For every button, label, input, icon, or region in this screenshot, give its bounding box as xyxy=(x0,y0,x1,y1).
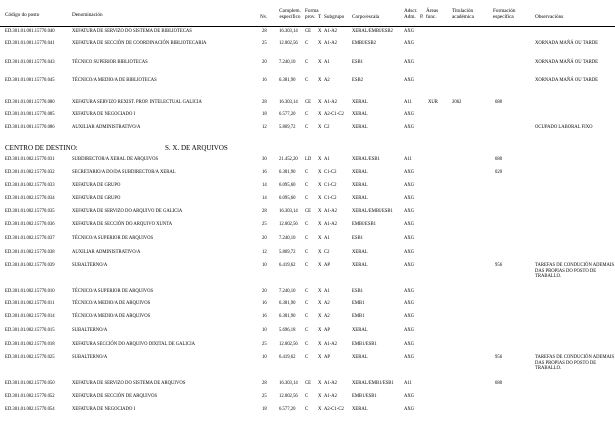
cell-denominacion: XEFATURA DE SECCIÓN DE ARQUIVOS xyxy=(72,394,158,399)
cell-subgrupo: A2 xyxy=(324,314,330,319)
cell-tipo: X xyxy=(318,381,322,386)
header-subgrupo: Subgrupo xyxy=(324,14,345,20)
cell-forma-prov: C xyxy=(305,328,309,333)
cell-forma-prov: C xyxy=(305,289,309,294)
cell-corpo-escala: XERAL xyxy=(352,407,368,412)
header-corpo-escala: Corpo/escala xyxy=(352,14,380,20)
cell-denominacion: XEFATURA DE GRUPO xyxy=(72,196,121,201)
cell-code: ED.301.01.001.15770.086 xyxy=(5,125,55,130)
header-nivel: Nv. xyxy=(260,14,268,20)
cell-corpo-escala: XERAL/ESB1 xyxy=(352,157,380,162)
cell-denominacion: XEFATURA DE SECCIÓN DO ARQUIVO XUNTA xyxy=(72,222,173,227)
cell-tipo: X xyxy=(318,41,322,46)
cell-forma-prov: C xyxy=(305,170,309,175)
cell-complemento: 7.240,10 xyxy=(279,236,296,241)
cell-complemento: 6.095,60 xyxy=(279,183,296,188)
cell-denominacion: TÉCNICO/A MEDIO/A DE ARQUIVOS xyxy=(72,301,151,306)
cell-complemento: 6.577,20 xyxy=(279,112,296,117)
header-observacions: Observacións xyxy=(535,14,564,20)
cell-tipo: X xyxy=(318,250,322,255)
header-adscr-line1: Adscr. xyxy=(404,8,418,14)
cell-tipo: X xyxy=(318,328,322,333)
cell-tipo: X xyxy=(318,78,322,83)
cell-corpo-escala: EMBI/ESB2 xyxy=(352,41,376,46)
cell-corpo-escala: XERAL xyxy=(352,328,368,333)
cell-adscr: AXG xyxy=(404,289,415,294)
cell-corpo-escala: XERAL xyxy=(352,263,368,268)
cell-complemento: 16.303,14 xyxy=(279,100,298,105)
cell-observacions: TAREFAS DE CONDUCIÓN ADEMAIS DAS PROPIAS DO POSTO DE TRABALLO. xyxy=(535,355,615,371)
header-complemento-line1: Complem. xyxy=(279,8,301,14)
cell-forma-prov: C xyxy=(305,78,309,83)
cell-adscr: AXG xyxy=(404,29,415,34)
cell-code: ED.301.01.002.15770.054 xyxy=(5,407,55,412)
cell-nivel: 25 xyxy=(262,342,267,347)
cell-tipo: X xyxy=(318,289,322,294)
cell-complemento: 16.303,14 xyxy=(279,209,298,214)
cell-nivel: 16 xyxy=(262,170,267,175)
cell-denominacion: TÉCNICO/A SUPERIOR DE ARQUIVOS xyxy=(72,289,154,294)
cell-forma-prov: CE xyxy=(305,381,311,386)
cell-subgrupo: C1-C2 xyxy=(324,170,337,175)
cell-denominacion: XEFATURA DE NEGOCIADO I xyxy=(72,112,136,117)
cell-corpo-escala: EMB1/ESB1 xyxy=(352,394,377,399)
cell-forma-prov: C xyxy=(305,183,309,188)
cell-complemento: 7.240,10 xyxy=(279,289,296,294)
cell-formacion: 680 xyxy=(495,157,503,162)
cell-nivel: 14 xyxy=(262,183,267,188)
cell-complemento: 16.303,14 xyxy=(279,381,298,386)
cell-complemento: 12.002,56 xyxy=(279,41,298,46)
cell-nivel: 12 xyxy=(262,250,267,255)
cell-tipo: X xyxy=(318,236,322,241)
cell-denominacion: SUBALTERNO/A xyxy=(72,355,108,360)
cell-code: ED.301.01.002.15770.015 xyxy=(5,328,55,333)
cell-denominacion: XEFATURA SERVIZO REXIST. PROP. INTELECTUAL GALICIA xyxy=(72,100,202,105)
cell-adscr: AXG xyxy=(404,209,415,214)
cell-code: ED.301.01.002.15770.037 xyxy=(5,236,55,241)
cell-nivel: 25 xyxy=(262,222,267,227)
cell-code: ED.301.01.002.15770.011 xyxy=(5,301,55,306)
cell-nivel: 10 xyxy=(262,263,267,268)
cell-complemento: 12.002,56 xyxy=(279,222,298,227)
cell-corpo-escala: XERAL xyxy=(352,250,368,255)
cell-subgrupo: A1 xyxy=(324,236,330,241)
cell-nivel: 28 xyxy=(262,29,267,34)
cell-tipo: X xyxy=(318,301,322,306)
cell-formacion: 020 xyxy=(495,170,503,175)
cell-forma-prov: C xyxy=(305,301,309,306)
cell-subgrupo: AP xyxy=(324,328,330,333)
cell-corpo-escala: EMB1 xyxy=(352,301,365,306)
cell-code: ED.301.01.002.15770.052 xyxy=(5,394,55,399)
cell-complemento: 5.869,72 xyxy=(279,125,296,130)
cell-subgrupo: A1 xyxy=(324,157,330,162)
cell-subgrupo: A1-A2 xyxy=(324,29,338,34)
cell-subgrupo: A2 xyxy=(324,301,330,306)
cell-tipo: X xyxy=(318,125,322,130)
header-codigo: Código do posto xyxy=(5,12,40,18)
cell-tipo: X xyxy=(318,355,322,360)
cell-denominacion: TÉCNICO/A MEDIO/A DE ARQUIVOS xyxy=(72,314,151,319)
cell-denominacion: AUXILIAR ADMINISTRATIVO/A xyxy=(72,250,141,255)
cell-forma-prov: C xyxy=(305,407,309,412)
cell-nivel: 28 xyxy=(262,381,267,386)
cell-nivel: 20 xyxy=(262,289,267,294)
cell-complemento: 6.381,90 xyxy=(279,170,296,175)
cell-adscr: A11 xyxy=(404,157,412,162)
cell-tipo: X xyxy=(318,209,322,214)
cell-nivel: 20 xyxy=(262,236,267,241)
cell-nivel: 25 xyxy=(262,394,267,399)
cell-code: ED.301.01.002.15770.031 xyxy=(5,157,55,162)
header-areas-line1: Áreas xyxy=(426,8,439,14)
cell-code: ED.301.01.001.15770.080 xyxy=(5,100,55,105)
cell-forma-prov: LD xyxy=(305,157,312,162)
cell-forma-prov: C xyxy=(305,196,309,201)
header-complemento xyxy=(275,8,305,20)
cell-complemento: 6.381,90 xyxy=(279,301,296,306)
cell-corpo-escala: ESB1 xyxy=(352,236,363,241)
cell-formacion: 956 xyxy=(495,263,503,268)
cell-tipo: X xyxy=(318,196,322,201)
cell-code: ED.301.01.002.15770.039 xyxy=(5,263,55,268)
cell-forma-prov: CE xyxy=(305,29,311,34)
cell-code: ED.301.01.002.15770.014 xyxy=(5,314,55,319)
cell-formacion: 956 xyxy=(495,355,503,360)
cell-complemento: 12.002,56 xyxy=(279,342,298,347)
cell-forma-prov: C xyxy=(305,263,309,268)
cell-adscr: AXG xyxy=(404,342,415,347)
cell-denominacion: SECRETARIO/A DO/DA SUBDIRECTOR/A XERAL xyxy=(72,170,176,175)
cell-forma-prov: C xyxy=(305,314,309,319)
cell-complemento: 6.381,90 xyxy=(279,78,296,83)
header-forma-prov-line2: prov. xyxy=(305,14,316,20)
cell-subgrupo: A1-A2 xyxy=(324,209,338,214)
cell-code: ED.301.01.002.15770.033 xyxy=(5,183,55,188)
cell-nivel: 12 xyxy=(262,125,267,130)
cell-adscr: AXG xyxy=(404,314,415,319)
cell-code: ED.301.01.002.15770.050 xyxy=(5,381,55,386)
cell-complemento: 5.869,72 xyxy=(279,250,296,255)
header-titulacion-line1: Titulación xyxy=(452,8,474,14)
cell-corpo-escala: ESB1 xyxy=(352,289,363,294)
cell-nivel: 28 xyxy=(262,100,267,105)
section-value: S. X. DE ARQUIVOS xyxy=(165,144,228,152)
cell-adscr: AXG xyxy=(404,170,415,175)
cell-tipo: X xyxy=(318,157,322,162)
cell-corpo-escala: EMB1/ESB1 xyxy=(352,342,377,347)
cell-tipo: X xyxy=(318,29,322,34)
cell-forma-prov: C xyxy=(305,41,309,46)
cell-adscr: A11 xyxy=(404,381,412,386)
cell-adscr: AXG xyxy=(404,78,415,83)
cell-code: ED.301.01.002.15770.034 xyxy=(5,196,55,201)
cell-nivel: 28 xyxy=(262,209,267,214)
cell-adscr: AXG xyxy=(404,60,415,65)
cell-denominacion: SUBALTERNO/A xyxy=(72,328,108,333)
cell-nivel: 30 xyxy=(262,157,267,162)
cell-code: ED.301.01.002.15770.032 xyxy=(5,170,55,175)
cell-tipo: X xyxy=(318,170,322,175)
cell-code: ED.301.01.002.15770.036 xyxy=(5,222,55,227)
cell-nivel: 18 xyxy=(262,407,267,412)
cell-subgrupo: A1-A2 xyxy=(324,381,338,386)
cell-code: ED.301.01.001.15770.085 xyxy=(5,112,55,117)
cell-denominacion: XEFATURA DE SERVIZO DO ARQUIVO DE GALICIA xyxy=(72,209,183,214)
cell-adscr: AXG xyxy=(404,328,415,333)
cell-observacions: XORNADA MAÑÁ OU TARDE xyxy=(535,78,598,83)
cell-tipo: X xyxy=(318,183,322,188)
cell-subgrupo: A1-A2 xyxy=(324,100,338,105)
cell-titulacion: 2062 xyxy=(452,100,462,105)
cell-complemento: 12.002,56 xyxy=(279,394,298,399)
cell-nivel: 16 xyxy=(262,78,267,83)
cell-corpo-escala: XERAL/EMBI/ESB2 xyxy=(352,29,393,34)
header-areas-line2: func. xyxy=(426,14,437,20)
cell-complemento: 6.419,62 xyxy=(279,263,296,268)
cell-corpo-escala: XERAL xyxy=(352,196,368,201)
cell-corpo-escala: XERAL/EMBI/ESB1 xyxy=(352,209,393,214)
header-titulacion xyxy=(452,8,474,20)
cell-complemento: 21.452,20 xyxy=(279,157,298,162)
cell-complemento: 6.419,62 xyxy=(279,355,296,360)
cell-denominacion: XEFATURA DE NEGOCIADO I xyxy=(72,407,136,412)
cell-corpo-escala: EMB1 xyxy=(352,314,365,319)
cell-tipo: X xyxy=(318,263,322,268)
cell-subgrupo: C2 xyxy=(324,125,330,130)
cell-subgrupo: A2-C1-C2 xyxy=(324,407,344,412)
header-tipo: T xyxy=(318,14,322,20)
cell-denominacion: XEFATURA DE SECCIÓN DE COORDINACIÓN BIBLIOTECARIA xyxy=(72,41,207,46)
cell-complemento: 6.577,20 xyxy=(279,407,296,412)
cell-code: ED.301.01.001.15770.043 xyxy=(5,60,55,65)
header-formacion-line1: Formación xyxy=(493,8,516,14)
cell-nivel: 20 xyxy=(262,60,267,65)
cell-subgrupo: A2 xyxy=(324,78,330,83)
cell-corpo-escala: XERAL xyxy=(352,100,368,105)
cell-subgrupo: A1-A2 xyxy=(324,394,338,399)
cell-forma-prov: C xyxy=(305,394,309,399)
cell-observacions: TAREFAS DE CONDUCIÓN ADEMAIS DAS PROPIAS DO POSTO DE TRABALLO. xyxy=(535,263,615,279)
cell-complemento: 5.696,18 xyxy=(279,328,296,333)
cell-tipo: X xyxy=(318,407,322,412)
header-formacion-line2: específica xyxy=(493,14,514,20)
cell-nivel: 18 xyxy=(262,112,267,117)
cell-subgrupo: C1-C2 xyxy=(324,196,337,201)
cell-tipo: X xyxy=(318,60,322,65)
cell-denominacion: SUBDIRECTOR/A XERAL DE ARQUIVOS xyxy=(72,157,159,162)
section-label: CENTRO DE DESTINO: xyxy=(5,144,78,152)
cell-adscr: AXG xyxy=(404,407,415,412)
cell-tipo: X xyxy=(318,222,322,227)
cell-code: ED.301.01.002.15770.018 xyxy=(5,342,55,347)
cell-subgrupo: A1-A2 xyxy=(324,41,338,46)
cell-observacions: XORNADA MAÑÁ OU TARDE xyxy=(535,60,598,65)
cell-complemento: 6.095,60 xyxy=(279,196,296,201)
cell-forma-prov: CE xyxy=(305,100,311,105)
cell-subgrupo: A2-C1-C2 xyxy=(324,112,344,117)
cell-subgrupo: C2 xyxy=(324,250,330,255)
cell-adscr: AXG xyxy=(404,41,415,46)
cell-corpo-escala: ESB2 xyxy=(352,78,363,83)
cell-tipo: X xyxy=(318,100,322,105)
cell-observacions: OCUPADO LABORAL FIXO xyxy=(535,125,593,130)
cell-forma-prov: C xyxy=(305,342,309,347)
cell-forma-prov: C xyxy=(305,125,309,130)
header-forma-prov xyxy=(305,8,322,20)
header-areas xyxy=(426,8,438,20)
cell-forma-prov: C xyxy=(305,112,309,117)
header-adscr xyxy=(404,8,417,20)
cell-corpo-escala: ESB1 xyxy=(352,60,363,65)
cell-nivel: 16 xyxy=(262,314,267,319)
cell-adscr: AXG xyxy=(404,196,415,201)
cell-nivel: 10 xyxy=(262,328,267,333)
cell-subgrupo: A1-A2 xyxy=(324,342,338,347)
cell-forma-prov: C xyxy=(305,250,309,255)
cell-forma-prov: C xyxy=(305,236,309,241)
cell-nivel: 10 xyxy=(262,355,267,360)
cell-subgrupo: A1 xyxy=(324,60,330,65)
cell-complemento: 16.303,14 xyxy=(279,29,298,34)
cell-corpo-escala: XERAL xyxy=(352,125,368,130)
cell-denominacion: TÉCNICO SUPERIOR BIBLIOTECAS xyxy=(72,60,148,65)
cell-nivel: 16 xyxy=(262,301,267,306)
cell-denominacion: TÉCNICO/A MEDIO/A DE BIBLIOTECAS xyxy=(72,78,157,83)
cell-code: ED.301.01.001.15770.041 xyxy=(5,41,55,46)
cell-corpo-escala: XERAL xyxy=(352,355,368,360)
cell-area: XUR xyxy=(428,100,438,105)
cell-denominacion: XEFATURA DE SERVIZO DO SISTEMA DE ARQUIVOS xyxy=(72,381,186,386)
cell-adscr: AXG xyxy=(404,394,415,399)
cell-complemento: 7.240,10 xyxy=(279,60,296,65)
header-denominacion: Denominación xyxy=(72,12,103,18)
cell-adscr: AXG xyxy=(404,125,415,130)
cell-denominacion: XEFATURA DE GRUPO xyxy=(72,183,121,188)
cell-tipo: X xyxy=(318,112,322,117)
cell-subgrupo: AP xyxy=(324,355,330,360)
header-forma-prov-line1: Forma xyxy=(305,8,319,14)
cell-denominacion: SUBALTERNO/A xyxy=(72,263,108,268)
cell-tipo: X xyxy=(318,342,322,347)
cell-adscr: AXG xyxy=(404,301,415,306)
cell-corpo-escala: EMBI/ESB1 xyxy=(352,222,376,227)
cell-code: ED.301.01.002.15770.038 xyxy=(5,250,55,255)
cell-formacion: 680 xyxy=(495,381,503,386)
header-complemento-line2: específico xyxy=(279,14,301,20)
cell-subgrupo: C1-C2 xyxy=(324,183,337,188)
cell-denominacion: XEFATURA SECCIÓN DO ARQUIVO DIXITAL DE GALICIA xyxy=(72,342,196,347)
cell-subgrupo: A1 xyxy=(324,289,330,294)
cell-denominacion: AUXILIAR ADMINISTRATIVO/A xyxy=(72,125,141,130)
cell-adscr: A11 xyxy=(404,100,412,105)
cell-corpo-escala: XERAL xyxy=(352,112,368,117)
cell-adscr: AXG xyxy=(404,183,415,188)
cell-corpo-escala: XERAL xyxy=(352,170,368,175)
cell-denominacion: TÉCNICO/A SUPERIOR DE ARQUIVOS xyxy=(72,236,154,241)
cell-tipo: X xyxy=(318,314,322,319)
cell-corpo-escala: XERAL xyxy=(352,183,368,188)
cell-complemento: 6.381,90 xyxy=(279,314,296,319)
header-titulacion-line2: académica xyxy=(452,14,474,20)
cell-code: ED.301.01.002.15770.025 xyxy=(5,355,55,360)
cell-code: ED.301.01.002.15770.035 xyxy=(5,209,55,214)
cell-forma-prov: C xyxy=(305,355,309,360)
cell-adscr: AXG xyxy=(404,236,415,241)
cell-adscr: AXG xyxy=(404,263,415,268)
cell-nivel: 14 xyxy=(262,196,267,201)
cell-forma-prov: C xyxy=(305,222,309,227)
cell-nivel: 25 xyxy=(262,41,267,46)
cell-adscr: AXG xyxy=(404,112,415,117)
header-adscr-line2: Adm. xyxy=(404,14,416,20)
header-formacion xyxy=(493,8,515,20)
header-p: P. xyxy=(420,14,424,20)
cell-adscr: AXG xyxy=(404,222,415,227)
cell-forma-prov: C xyxy=(305,60,309,65)
cell-adscr: AXG xyxy=(404,355,415,360)
cell-adscr: AXG xyxy=(404,250,415,255)
cell-subgrupo: A1-A2 xyxy=(324,222,338,227)
cell-formacion: 680 xyxy=(495,100,503,105)
cell-code: ED.301.01.002.15770.010 xyxy=(5,289,55,294)
table-header xyxy=(0,2,615,27)
cell-forma-prov: CE xyxy=(305,209,311,214)
cell-denominacion: XEFATURA DE SERVIZO DO SISTEMA DE BIBLIOTECAS xyxy=(72,29,192,34)
cell-tipo: X xyxy=(318,394,322,399)
cell-corpo-escala: XERAL/EMB1/ESB1 xyxy=(352,381,394,386)
cell-code: ED.301.01.001.15770.045 xyxy=(5,78,55,83)
cell-observacions: XORNADA MAÑÁ OU TARDE xyxy=(535,41,598,46)
cell-subgrupo: AP xyxy=(324,263,330,268)
cell-code: ED.301.01.001.15770.040 xyxy=(5,29,55,34)
